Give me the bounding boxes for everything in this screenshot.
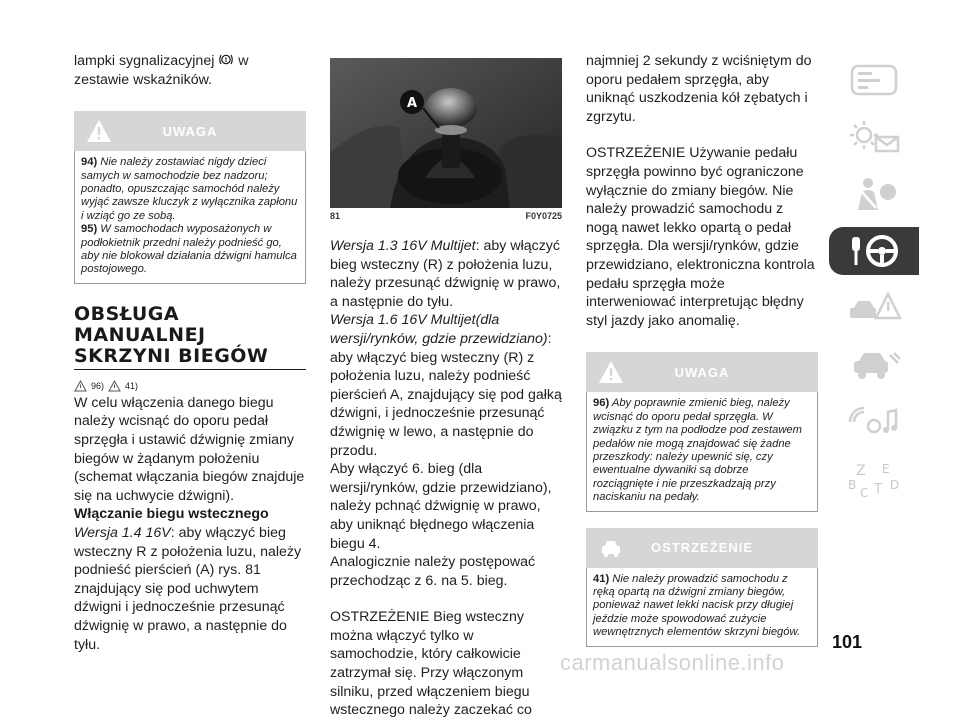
chapter-tabs (829, 56, 919, 512)
reverse-text-13: : aby włączyć bieg wsteczny (R) z położenia luzu, należy przesunąć dźwignię w prawo, a następnie do tyłu. (330, 238, 561, 310)
warning-header-2 (586, 352, 818, 392)
warning-text-95: W samochodach wyposażonych w podłokietnik przedni należy podnieść go, aby nie blokował działania dźwigni hamulca postojowego. (81, 223, 297, 276)
paragraph-reverse-13 (330, 237, 562, 311)
warning-lamp-icon (218, 53, 234, 66)
figure-number: 81 (330, 211, 341, 221)
warning-box-2 (586, 352, 818, 511)
paragraph-reverse-14 (74, 524, 306, 654)
intro-part-b: w zestawie wskaźników. (74, 53, 249, 88)
warning-triangle-icon (86, 118, 112, 144)
figure-code: F0Y0725 (525, 211, 562, 221)
tab-lights-messages[interactable] (829, 113, 919, 161)
version-label-16: Wersja 1.6 16V Multijet(dla wersji/rynków, gdzie przewidziano) (330, 312, 548, 347)
column-1 (74, 52, 306, 654)
warning-triangle-icon (74, 380, 87, 392)
warning-body-2 (586, 392, 818, 511)
paragraph-sixth-to-fifth: Analogicznie należy postępować przechodząc z 6. na 5. bieg. (330, 554, 536, 589)
index-letters-icon (844, 459, 904, 499)
paragraph-gear-engagement: W celu włączenia danego biegu należy wcisnąć do oporu pedał sprzęgła i ustawić dźwignię zmiany biegów w żądanym położeniu (schemat włączania biegów znajduje się na uchwycie dźwigni). (74, 394, 305, 504)
reverse-text-16: : aby włączyć bieg wsteczny (R) z położenia luzu, należy podnieść pierścień A, znajdujący się pod gałką dźwigni, i jednocześnie przesunąć dźwignię w lewo, a następnie do przodu. (330, 330, 562, 459)
warning-item-94 (81, 156, 299, 223)
warning-body-3 (586, 568, 818, 647)
cross-references (74, 380, 306, 392)
paragraph-reverse-16 (330, 311, 562, 460)
warning-body-1 (74, 151, 306, 284)
warning-title-2: UWAGA (674, 364, 730, 380)
warning-text-41: Nie należy prowadzić samochodu z ręką opartą na dźwigni zmiany biegów, ponieważ nawet lekki nacisk przy długiej jeździe może spowodować zużycie wewnętrznych elementów skrzyni biegów. (593, 572, 801, 639)
warning-number-41: 41) (593, 572, 610, 585)
warning-triangle-car-icon (844, 288, 904, 328)
figure-caption (330, 211, 562, 221)
intro-text (74, 52, 306, 89)
index-letter: E (882, 462, 890, 476)
gear-lever-illustration (330, 58, 562, 208)
watermark: carmanualsonline.info (560, 650, 785, 675)
index-letter: Z (856, 463, 866, 479)
ref-41: 41) (125, 380, 139, 391)
paragraph-continued: najmniej 2 sekundy z wciśniętym do oporu pedałem sprzęgła, aby uniknąć uszkodzenia kół zębatych i zgrzytu. (586, 53, 812, 125)
intro-part-a: lampki sygnalizacyjnej (74, 53, 215, 69)
warning-text-94: Nie należy zostawiać nigdy dzieci samych w samochodzie bez nadzoru; ponadto, opuszczając samochód należy wyjąć zawsze kluczyk z wyłącznika zapłonu i wziąć go ze sobą. (81, 156, 298, 222)
version-label-14: Wersja 1.4 16V (74, 525, 171, 541)
warning-box-1 (74, 111, 306, 284)
multimedia-icon (844, 402, 904, 442)
reverse-text-14: : aby włączyć bieg wsteczny R z położenia luzu, należy podnieść pierścień (A) rys. 81 znajdujący się pod uchwytem dźwigni i jednocześnie przesunąć dźwignię w prawo, a następnie do tyłu. (74, 525, 302, 653)
warning-item-95 (81, 223, 299, 277)
warning-header-1 (74, 111, 306, 151)
tab-safety[interactable] (829, 170, 919, 218)
column-3 (586, 52, 818, 647)
page-number: 101 (832, 632, 863, 652)
index-letter: B (848, 478, 857, 492)
car-service-icon (844, 345, 904, 385)
lights-message-icon (844, 117, 904, 157)
dashboard-icon (844, 60, 904, 100)
warning-number-96: 96) (593, 397, 610, 410)
tab-multimedia[interactable] (829, 398, 919, 446)
warning-number-94: 94) (81, 156, 98, 169)
paragraph-sixth-gear: Aby włączyć 6. bieg (dla wersji/rynków, gdzie przewidziano), należy pchnąć dźwignię w prawo, aby uniknąć błędnego włączenia biegu 4. (330, 461, 552, 552)
tab-dashboard[interactable] (829, 56, 919, 104)
figure-label-a: A (406, 96, 418, 111)
paragraph-warning-reverse: OSTRZEŻENIE Bieg wsteczny można włączyć tylko w samochodzie, który całkowicie zatrzymał się. Przy włączonym silniku, przed włączeniem biegu wstecznego należy zaczekać co (330, 609, 532, 719)
column-2 (330, 58, 562, 720)
warning-text-96: Aby poprawnie zmienić bieg, należy wcisnąć do oporu pedał sprzęgła. W związku z tym na podłodze pod zestawem pedałów nie mogą znajdować się żadne przeszkody: należy upewnić się, czy ewentualne dywaniki są dobrze rozciągnięte i nie przeszkadzają przy naciskaniu na pedały. (593, 397, 802, 504)
svg-text:!: ! (224, 56, 228, 64)
section-title: OBSŁUGA MANUALNEJ SKRZYNI BIEGÓW (74, 304, 306, 370)
tab-starting-driving[interactable] (829, 227, 919, 275)
index-letter: T (874, 482, 882, 497)
tab-index[interactable] (829, 455, 919, 503)
subheading-reverse: Włączanie biegu wstecznego (74, 506, 269, 523)
safety-airbag-icon (844, 174, 904, 214)
tab-emergency[interactable] (829, 284, 919, 332)
warning-header-3 (586, 528, 818, 568)
warning-triangle-icon (108, 380, 121, 392)
key-steering-wheel-icon (844, 231, 904, 271)
warning-title-3: OSTRZEŻENIE (650, 540, 753, 556)
car-warning-icon (598, 535, 624, 561)
warning-number-95: 95) (81, 223, 98, 236)
paragraph-clutch-warning: OSTRZEŻENIE Używanie pedału sprzęgła powinno być ograniczone wyłącznie do zmiany biegów. Nie należy prowadzić samochodu z nogą nawet lekko opartą o pedał sprzęgła. Dla wersji/rynków, gdzie przewidziano, elektroniczna kontrola pedału sprzęgła może interweniować interpretując błędny styl jazdy jako anomalię. (586, 145, 815, 329)
index-letter: C (860, 486, 869, 500)
gear-lever-photo (330, 58, 562, 208)
warning-title-1: UWAGA (162, 123, 218, 139)
ref-96: 96) (91, 380, 105, 391)
warning-box-3 (586, 528, 818, 647)
warning-triangle-icon (598, 359, 624, 385)
version-label-13: Wersja 1.3 16V Multijet (330, 238, 476, 254)
tab-maintenance[interactable] (829, 341, 919, 389)
index-letter: D (890, 478, 900, 492)
